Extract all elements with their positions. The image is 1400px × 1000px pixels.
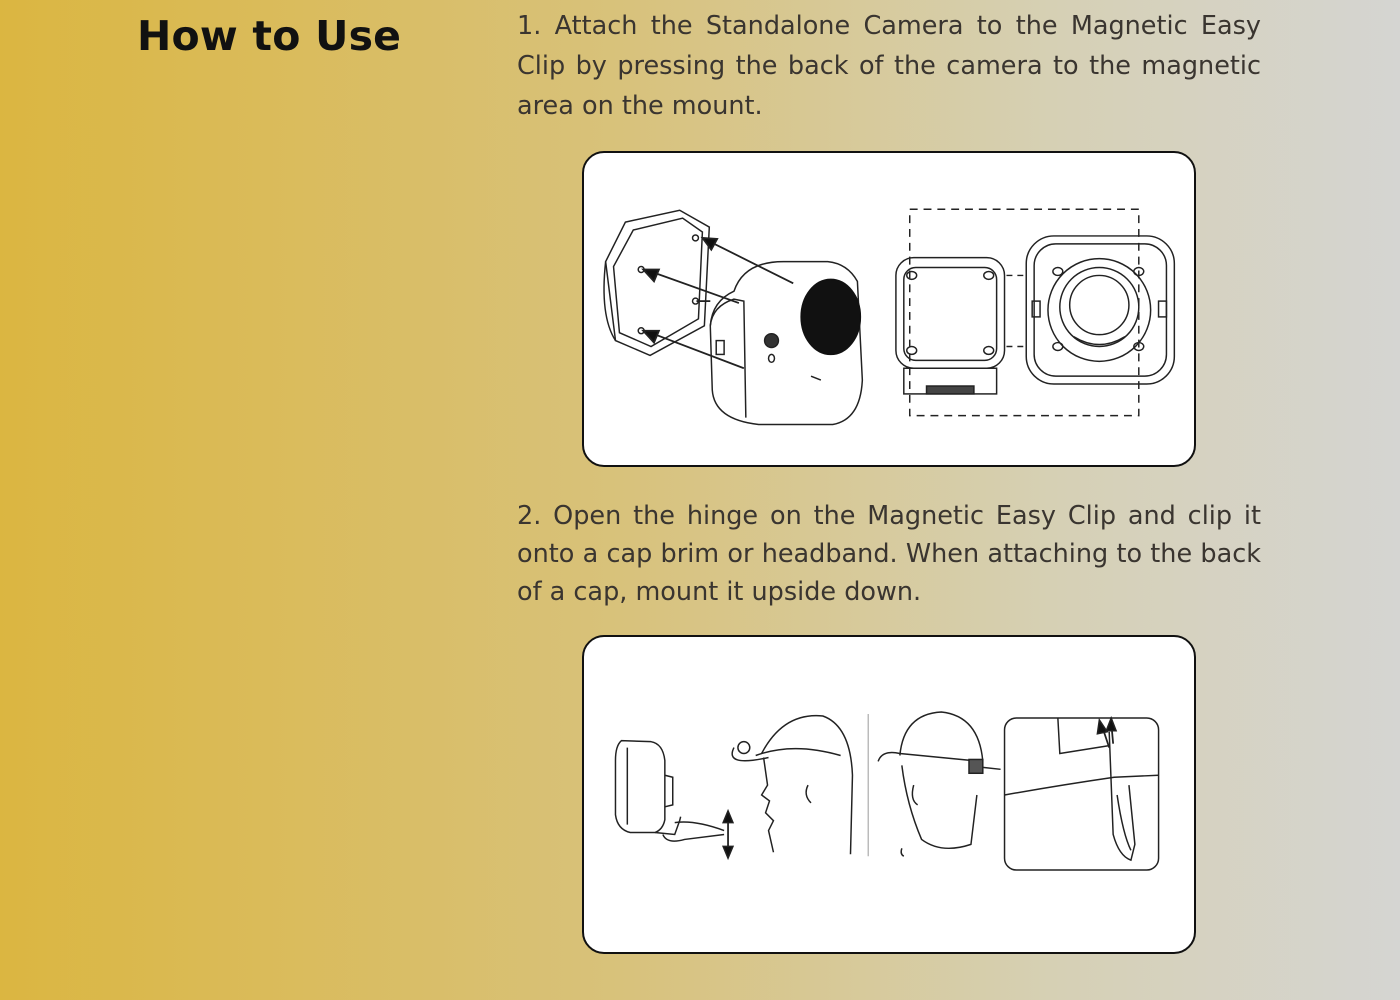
step-2-illustration: [582, 635, 1196, 954]
step-2-text: 2. Open the hinge on the Magnetic Easy Clip and clip it onto a cap brim or headband. When attaching to the back of a cap, mount it upside down.: [517, 501, 1261, 607]
clip-side-view: [615, 741, 733, 859]
page-title: How to Use: [137, 12, 402, 60]
step-1-illustration: [582, 151, 1196, 467]
clip-on-cap-zoom: [1005, 718, 1159, 870]
step-1-text: 1. Attach the Standalone Camera to the Magnetic Easy Clip by pressing the back of the camera to the magnetic area on the mount.: [517, 11, 1261, 121]
head-front-mount: [732, 714, 868, 856]
head-back-mount: [878, 712, 1000, 856]
camera-back-view: [1026, 236, 1174, 384]
camera-drawing: [710, 262, 862, 425]
